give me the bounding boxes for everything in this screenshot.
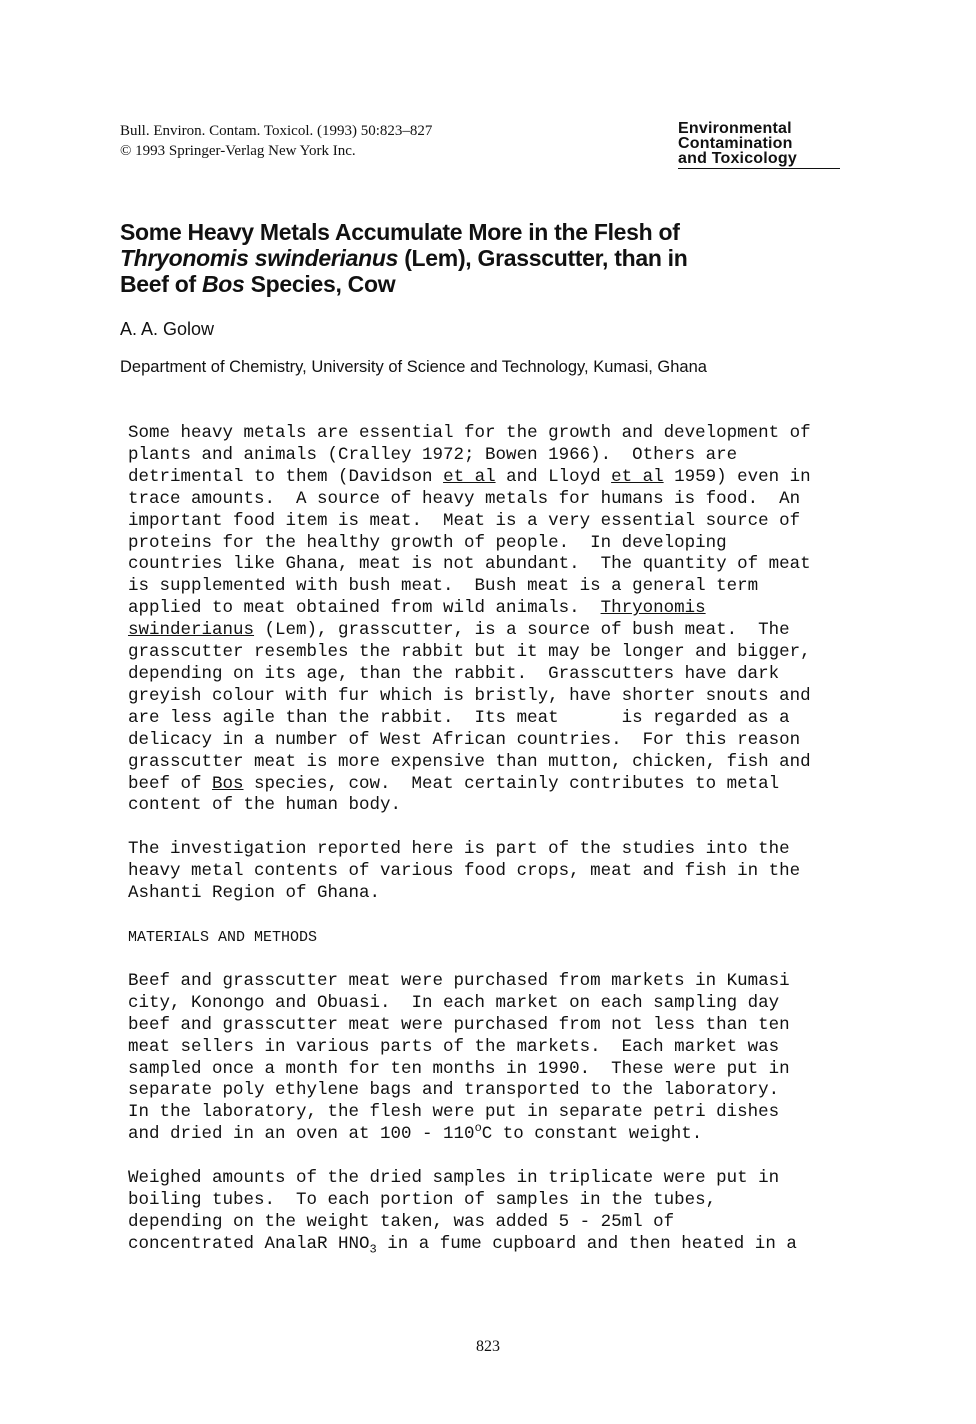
title-genus-name: Bos (201, 271, 245, 297)
paragraph: The investigation reported here is part of the studies into the heavy metal contents of various food crops, meat and fish in the Ashanti Region of Ghana. (128, 839, 801, 904)
copyright-line: © 1993 Springer-Verlag New York Inc. (120, 143, 356, 159)
section-heading: MATERIALS AND METHODS (128, 929, 318, 947)
citation-block (120, 121, 432, 161)
author-name: A. A. Golow (120, 319, 215, 339)
title-text: Species, Cow (244, 271, 396, 297)
page-number: 823 (476, 1338, 500, 1355)
journal-logo (678, 121, 840, 169)
paragraph: Some heavy metals are essential for the growth and development of plants and animals (Cralley 1972; Bowen 1966). Others are detrimental to them (Davidson et al and Lloyd et al 1959) even in trace amounts. A source of heavy metals for humans is food. An important food item is meat. Meat is a very essential source of proteins for the healthy growth of people. In developing countries like Ghana, meat is not abundant. The quantity of meat is supplemented with bush meat. Bush meat is a general term applied to meat obtained from wild animals. Thryonomis swinderianus (Lem), grasscutter, is a source of bush meat. The grasscutter resembles the rabbit but it may be longer and bigger, depending on its age, than the rabbit. Grasscutters have dark greyish colour with fur which is bristly, have shorter snouts and are less agile than the rabbit. Its meat is regarded as a delicacy in a number of West African countries. For this reason grasscutter meat is more expensive than mutton, chicken, fish and beef of Bos species, cow. Meat certainly contributes to metal content of the human body. (128, 423, 811, 816)
affiliation: Department of Chemistry, University of Science and Technology, Kumasi, Ghana (120, 358, 707, 376)
title-text: Some Heavy Metals Accumulate More in the Flesh of (120, 219, 680, 245)
citation-line: Bull. Environ. Contam. Toxicol. (1993) 50:823–827 (120, 123, 433, 139)
journal-logo-line: Contamination (678, 135, 793, 152)
journal-logo-line: and Toxicology (678, 150, 797, 167)
article-title (120, 219, 840, 297)
article-body (128, 423, 848, 1278)
journal-logo-line: Environmental (678, 120, 792, 137)
title-species-name: Thryonomis swinderianus (120, 245, 399, 271)
paragraph: Beef and grasscutter meat were purchased from markets in Kumasi city, Konongo and Obuasi. In each market on each sampling day beef and grasscutter meat were purchased from not less than ten meat sellers in various parts of the markets. Each market was sampled once a month for ten months in 1990. These were put in separate poly ethylene bags and transported to the laboratory. In the laboratory, the flesh were put in separate petri dishes and dried in an oven at 100 - 110$^o$C to constant weight. (128, 970, 790, 1145)
title-text: (Lem), Grasscutter, than in (398, 245, 688, 271)
title-text: Beef of (120, 271, 202, 297)
paragraph: Weighed amounts of the dried samples in triplicate were put in boiling tubes. To each portion of samples in the tubes, depending on the weight taken, was added 5 - 25ml of concentrated AnalaR $HNO_3$ in a fume cupboard and then heated in a (128, 1168, 797, 1257)
